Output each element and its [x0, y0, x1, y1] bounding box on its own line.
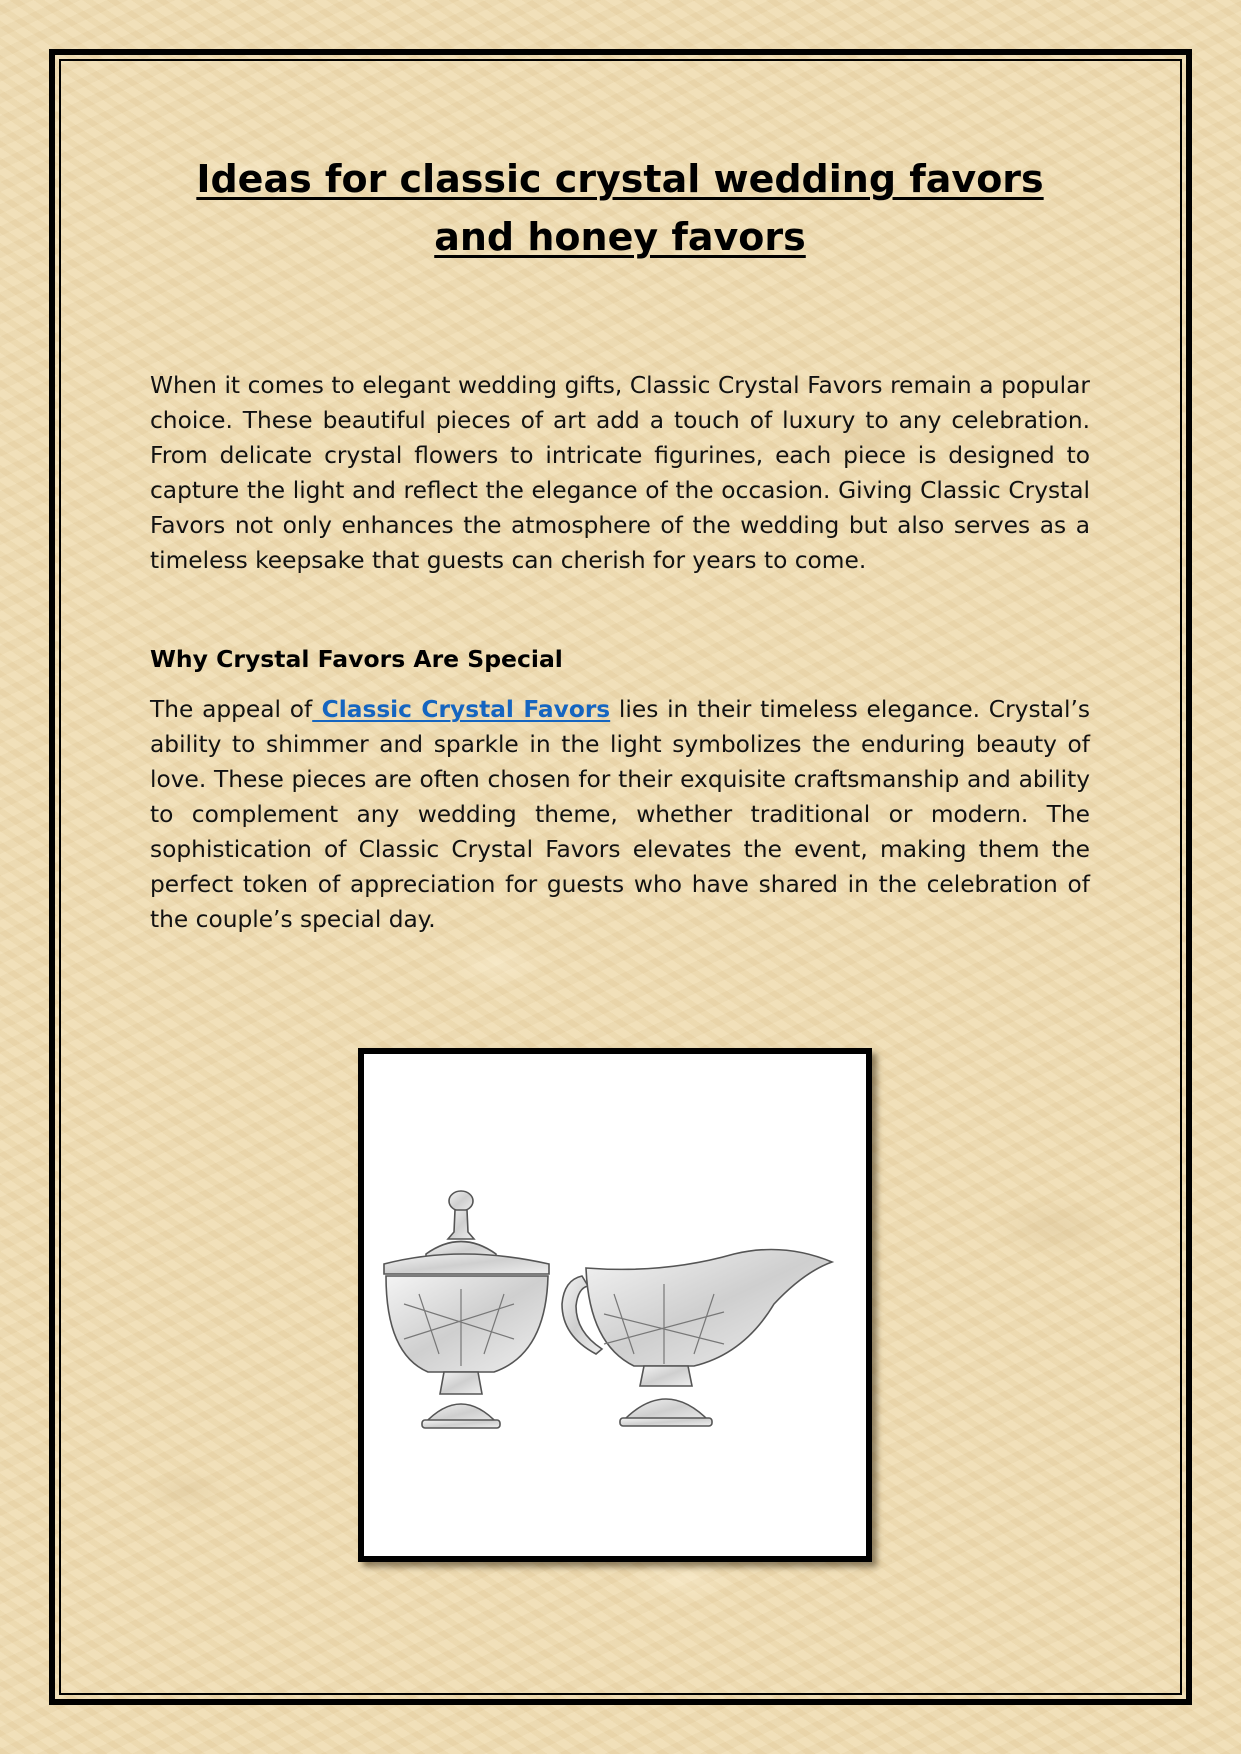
- crystal-sugar-bowl: [384, 1191, 549, 1428]
- document-content: [150, 150, 1090, 937]
- crystal-gravy-boat: [562, 1250, 832, 1427]
- product-image-frame: [358, 1048, 872, 1562]
- section-text-before-link: The appeal of: [150, 696, 313, 723]
- section-text-after-link: lies in their timeless elegance. Crystal’s ability to shimmer and sparkle in the light symbolizes the enduring beauty of love. These pieces are often chosen for their exquisite craftsmanship and ability to complement any wedding theme, whether traditional or modern. The sophistication of Classic Crystal Favors elevates the event, making them the perfect token of appreciation for guests who have shared in the celebration of the couple’s special day.: [150, 696, 1091, 933]
- section-heading: Why Crystal Favors Are Special: [150, 645, 563, 673]
- crystal-sugar-bowl-and-gravy-boat-image: [364, 1054, 866, 1556]
- intro-paragraph: When it comes to elegant wedding gifts, Classic Crystal Favors remain a popular choice. These beautiful pieces of art add a touch of luxury to any celebration. From delicate crystal flowers to intricate figurines, each piece is designed to capture the light and reflect the elegance of the occasion. Giving Classic Crystal Favors not only enhances the atmosphere of the wedding but also serves as a timeless keepsake that guests can cherish for years to come.: [150, 372, 1090, 574]
- page-title: Ideas for classic crystal wedding favors and honey favors: [196, 157, 1044, 259]
- section-paragraph: [150, 692, 1090, 937]
- classic-crystal-favors-link[interactable]: Classic Crystal Favors: [312, 696, 611, 723]
